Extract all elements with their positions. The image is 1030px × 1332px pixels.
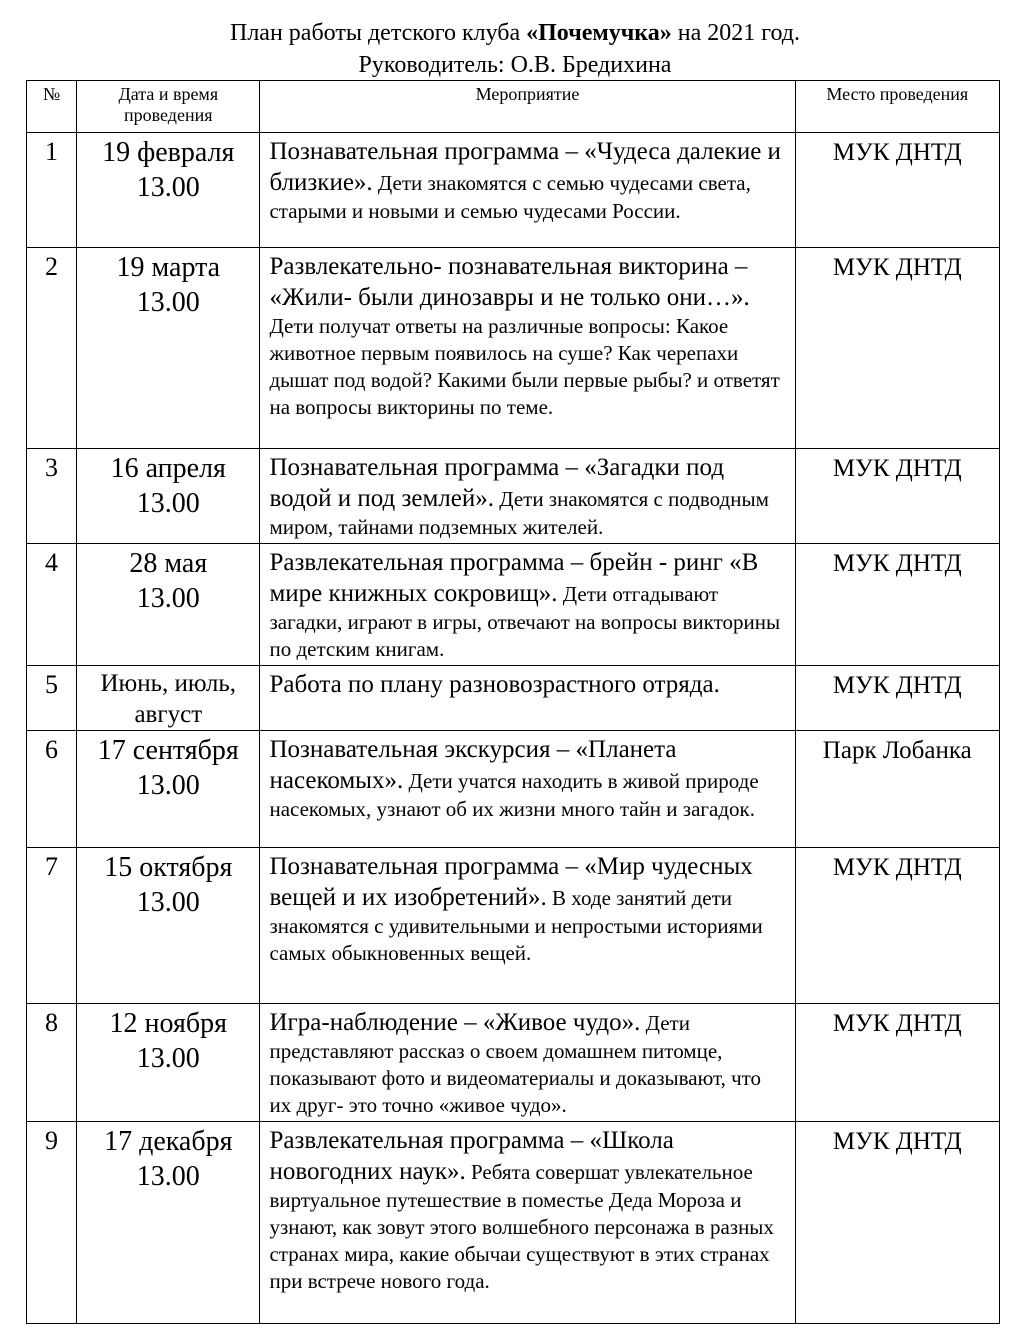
- row-number: 1: [27, 133, 77, 248]
- event-date: 16 апреля: [110, 453, 226, 484]
- event-date: 19 марта: [116, 252, 221, 283]
- event-date-cell: [77, 848, 260, 1004]
- event-cell: [260, 133, 795, 248]
- event-date: 19 февраля: [102, 137, 235, 168]
- event-cell: [260, 848, 795, 1004]
- row-number: 5: [27, 666, 77, 731]
- event-cell: [260, 248, 795, 449]
- table-row: [27, 666, 1000, 731]
- event-time: 13.00: [136, 488, 200, 519]
- table-row: [27, 731, 1000, 848]
- event-date-cell: [77, 449, 260, 544]
- table-row: [27, 1122, 1000, 1324]
- event-date-cell: [77, 1004, 260, 1122]
- column-header-event: Мероприятие: [260, 81, 795, 133]
- event-title: Развлекательная программа – брейн - ринг «В мире книжных сокровищ».: [269, 549, 759, 607]
- event-cell: [260, 666, 795, 731]
- column-header-number: №: [27, 81, 77, 133]
- club-name: «Почемучка»: [526, 20, 672, 46]
- event-date: Июнь, июль, август: [100, 670, 237, 728]
- event-title: Работа по плану разновозрастного отряда.: [269, 671, 720, 698]
- table-row: [27, 544, 1000, 666]
- event-time: 13.00: [136, 1161, 200, 1192]
- event-description: Дети знакомятся с подводным миром, тайнами подземных жителей.: [269, 487, 769, 539]
- event-place: МУК ДНТД: [795, 449, 999, 544]
- event-place: МУК ДНТД: [795, 848, 999, 1004]
- event-description: Дети учатся находить в живой природе насекомых, узнают об их жизни много тайн и загадок.: [269, 769, 759, 821]
- event-date-cell: [77, 1122, 260, 1324]
- table-row: [27, 449, 1000, 544]
- event-description: Дети отгадывают загадки, играют в игры, отвечают на вопросы викторины по детским книгам.: [269, 582, 781, 661]
- event-title: Познавательная программа – «Чудеса далекие и близкие».: [269, 138, 781, 196]
- document-title: [0, 18, 1030, 48]
- row-number: 3: [27, 449, 77, 544]
- schedule-table: [26, 80, 1000, 1324]
- event-time: 13.00: [136, 172, 200, 203]
- event-description: В ходе занятий дети знакомятся с удивительными и непростыми историями самых обыкновенных вещей.: [269, 886, 763, 965]
- row-number: 7: [27, 848, 77, 1004]
- row-number: 4: [27, 544, 77, 666]
- event-place: МУК ДНТД: [795, 133, 999, 248]
- event-time: 13.00: [136, 583, 200, 614]
- event-description: Дети знакомятся с семью чудесами света, старыми и новыми и семью чудесами России.: [269, 171, 751, 223]
- event-cell: [260, 449, 795, 544]
- event-place: МУК ДНТД: [795, 1122, 999, 1324]
- table-row: [27, 1004, 1000, 1122]
- event-description: Дети получат ответы на различные вопросы: Какое животное первым появилось на суше? Как черепахи дышат под водой? Какими были первые рыбы? и ответят на вопросы викторины по теме.: [269, 314, 780, 419]
- event-time: 13.00: [136, 287, 200, 318]
- event-time: 13.00: [136, 1043, 200, 1074]
- event-title: Познавательная программа – «Мир чудесных вещей и их изобретений».: [269, 853, 753, 911]
- row-number: 8: [27, 1004, 77, 1122]
- row-number: 2: [27, 248, 77, 449]
- event-date-cell: [77, 731, 260, 848]
- event-time: 13.00: [136, 770, 200, 801]
- event-date: 28 мая: [129, 548, 208, 579]
- event-time: 13.00: [136, 887, 200, 918]
- event-date-cell: [77, 666, 260, 731]
- event-date: 12 ноября: [109, 1008, 228, 1039]
- event-cell: [260, 544, 795, 666]
- row-number: 6: [27, 731, 77, 848]
- event-title: Познавательная программа – «Загадки под водой и под землей».: [269, 454, 725, 512]
- event-place: МУК ДНТД: [795, 1004, 999, 1122]
- column-header-place: Место проведения: [795, 81, 999, 133]
- event-description: Дети представляют рассказ о своем домашнем питомце, показывают фото и видеоматериалы и доказывают, что их друг- это точно «живое чудо».: [269, 1011, 762, 1117]
- event-title: Познавательная экскурсия – «Планета насекомых».: [269, 736, 677, 794]
- event-place: МУК ДНТД: [795, 544, 999, 666]
- table-row: [27, 248, 1000, 449]
- row-number: 9: [27, 1122, 77, 1324]
- event-title: Игра-наблюдение – «Живое чудо».: [269, 1009, 641, 1036]
- title-text-start: План работы детского клуба: [230, 20, 527, 46]
- event-date: 15 октября: [104, 852, 233, 883]
- table-row: [27, 133, 1000, 248]
- event-date-cell: [77, 133, 260, 248]
- document-subtitle: Руководитель: О.В. Бредихина: [358, 52, 672, 78]
- table-header-row: [27, 81, 1000, 133]
- event-date-cell: [77, 248, 260, 449]
- event-title: Развлекательная программа – «Школа новогодних наук».: [269, 1127, 674, 1185]
- event-title: Развлекательно- познавательная викторина – «Жили- были динозавры и не только они…».: [269, 253, 750, 311]
- event-date-cell: [77, 544, 260, 666]
- event-place: Парк Лобанка: [795, 731, 999, 848]
- event-cell: [260, 1004, 795, 1122]
- table-row: [27, 848, 1000, 1004]
- event-cell: [260, 1122, 795, 1324]
- event-cell: [260, 731, 795, 848]
- event-date: 17 декабря: [104, 1126, 233, 1157]
- event-place: МУК ДНТД: [795, 666, 999, 731]
- event-date: 17 сентября: [97, 735, 239, 766]
- event-place: МУК ДНТД: [795, 248, 999, 449]
- title-text-end: на 2021 год.: [671, 20, 800, 46]
- event-description: Ребята совершат увлекательное виртуальное путешествие в поместье Деда Мороза и узнают, как зовут этого волшебного персонажа в разных странах мира, какие обычаи существуют в этих странах при встрече нового года.: [269, 1160, 774, 1293]
- column-header-date: Дата и время проведения: [77, 81, 260, 133]
